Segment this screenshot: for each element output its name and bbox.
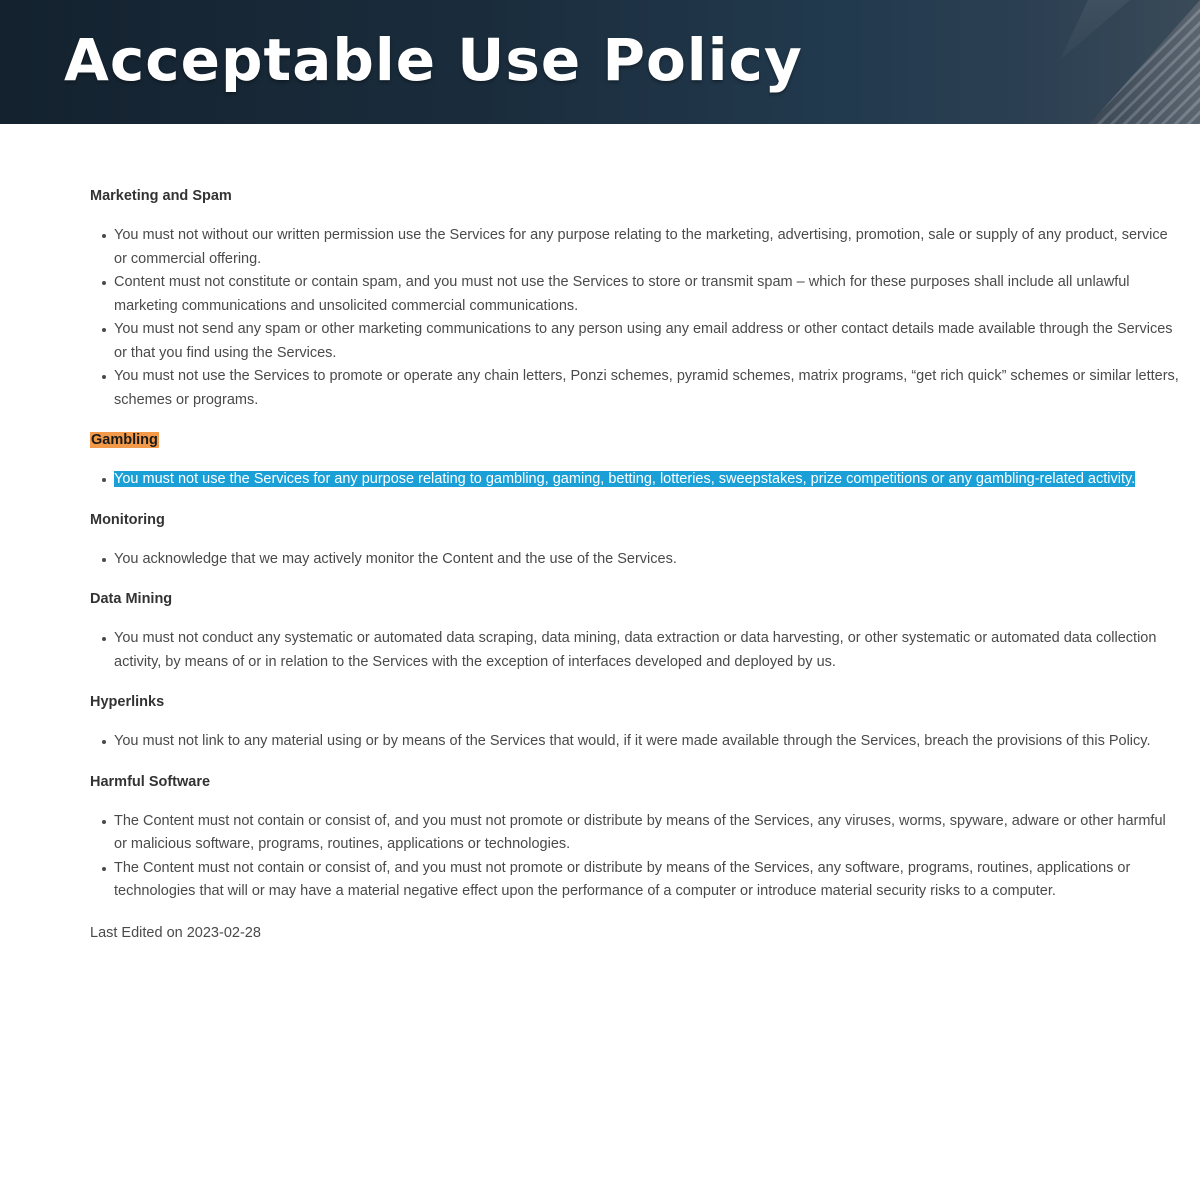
section-hyperlinks [90,692,1182,754]
section-harmful-software [90,772,1182,904]
section-marketing-and-spam [90,186,1182,412]
section-heading: Data Mining [90,591,173,607]
list-item: The Content must not contain or consist of, and you must not promote or distribute by means of the Services, any viruses, worms, spyware, adware or other harmful or malicious software, programs, routines, applications or technologies. [114,810,1182,857]
building-background-image [1030,0,1200,124]
list-item: You must not conduct any systematic or automated data scraping, data mining, data extraction or data harvesting, or other systematic or automated data collection activity, by means of or in relation to the Services with the exception of interfaces developed and deployed by us. [114,627,1182,674]
selected-text[interactable]: You must not use the Services for any purpose relating to gambling, gaming, betting, lotteries, sweepstakes, prize competitions or any gambling-related activity. [114,471,1136,487]
section-heading [90,430,1182,450]
section-list [90,627,1182,674]
list-item: You must not link to any material using or by means of the Services that would, if it were made available through the Services, breach the provisions of this Policy. [114,730,1182,754]
section-list [90,810,1182,904]
list-item: You acknowledge that we may actively monitor the Content and the use of the Services. [114,548,1182,572]
section-heading: Marketing and Spam [90,188,232,204]
page-title: Acceptable Use Policy [64,26,803,94]
section-list [90,468,1182,492]
list-item: You must not use the Services to promote or operate any chain letters, Ponzi schemes, pyramid schemes, matrix programs, “get rich quick” schemes or similar letters, schemes or programs. [114,365,1182,412]
highlighted-heading[interactable]: Gambling [91,432,158,448]
section-list [90,730,1182,754]
list-item [114,468,1182,492]
section-gambling [90,430,1182,492]
section-data-mining [90,589,1182,674]
section-list [90,548,1182,572]
hero-banner [0,0,1200,124]
list-item: Content must not constitute or contain spam, and you must not use the Services to store or transmit spam – which for these purposes shall include all unlawful marketing communications and unsolicited commercial communications. [114,271,1182,318]
list-item: You must not without our written permission use the Services for any purpose relating to the marketing, advertising, promotion, sale or supply of any product, service or commercial offering. [114,224,1182,271]
last-edited-date: Last Edited on 2023-02-28 [90,924,261,941]
section-monitoring [90,510,1182,572]
section-heading: Harmful Software [90,773,211,790]
section-heading: Monitoring [90,511,165,528]
building-accent-image [1060,0,1130,60]
list-item: You must not send any spam or other marketing communications to any person using any email address or other contact details made available through the Services or that you find using the Services. [114,318,1182,365]
policy-content [90,186,1182,945]
section-list [90,224,1182,412]
list-item: The Content must not contain or consist of, and you must not promote or distribute by means of the Services, any software, programs, routines, applications or technologies that will or may have a material negative effect upon the performance of a computer or introduce material security risks to a computer. [114,857,1182,904]
section-heading: Hyperlinks [90,694,165,710]
